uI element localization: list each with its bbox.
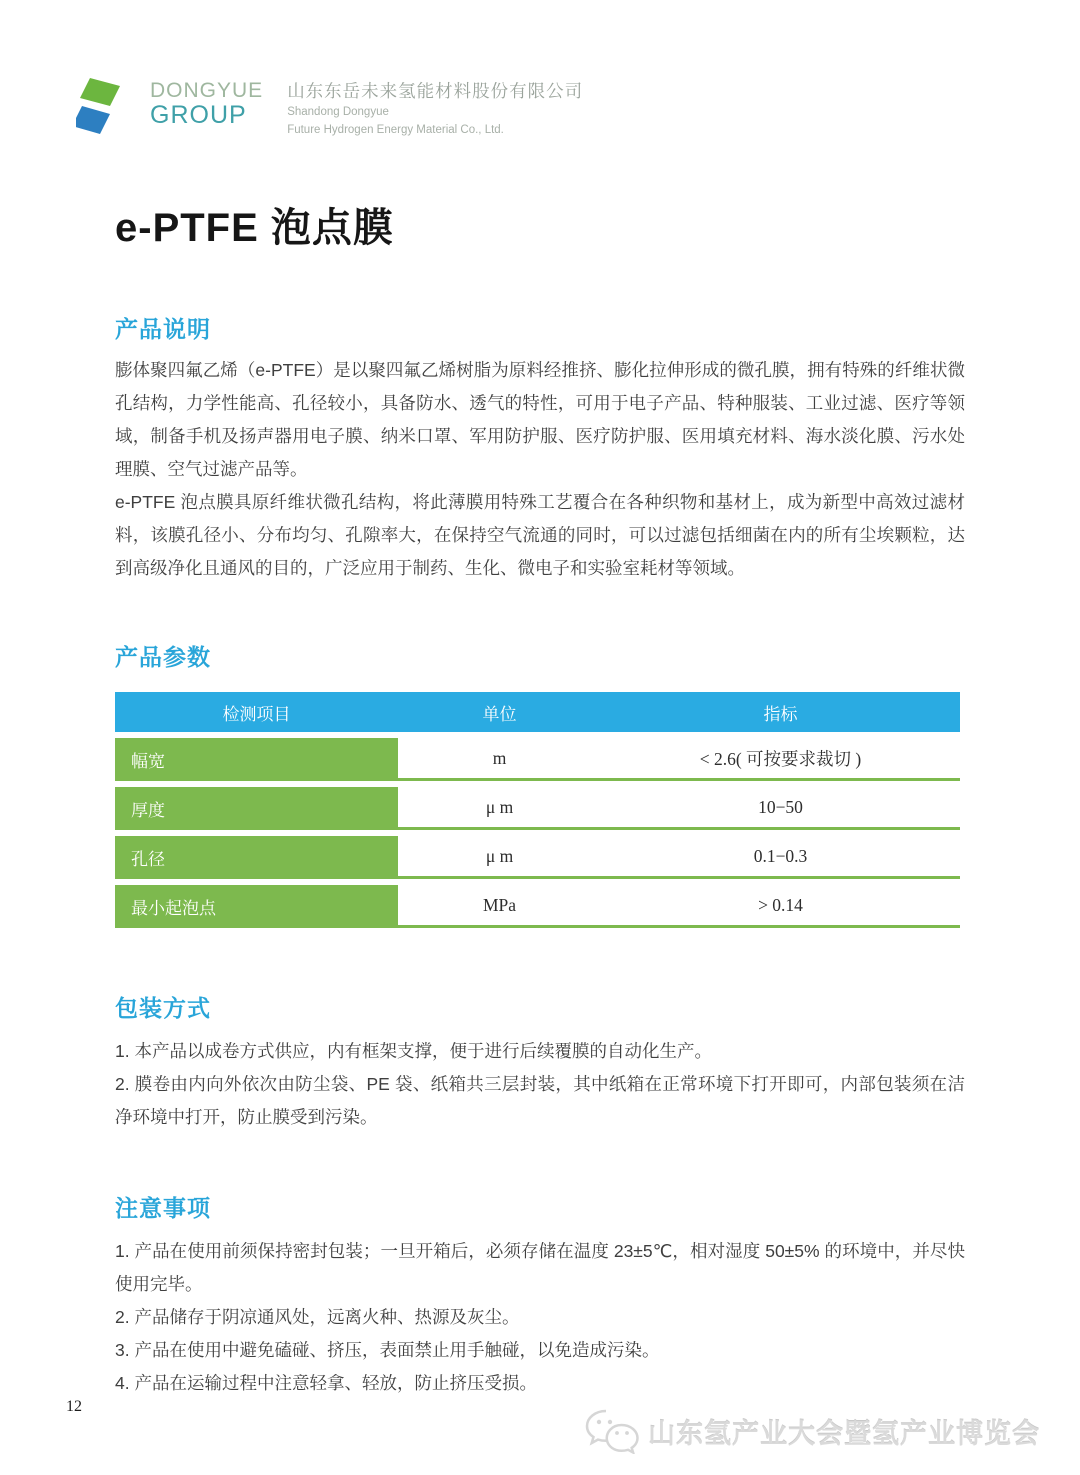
table-cell-spec: > 0.14 (758, 894, 803, 915)
product-description-paragraph-1: 膨体聚四氟乙烯（e-PTFE）是以聚四氟乙烯树脂为原料经推挤、膨化拉伸形成的微孔膜，拥有特殊的纤维状微孔结构，力学性能高、孔径较小，具备防水、透气的特性，可用于电子产品、特种服装、工业过滤、医疗等领域，制备手机及扬声器用电子膜、纳米口罩、军用防护服、医疗防护服、医用填充材料、海水淡化膜、污水处理膜、空气过滤产品等。 (115, 360, 965, 479)
table-cell-unit: m (492, 747, 507, 768)
table-row (115, 885, 960, 928)
table-cell-unit: μ m (485, 796, 514, 817)
dongyue-logo-wordmark (150, 80, 263, 128)
dongyue-logo-icon (76, 76, 134, 138)
table-row (115, 836, 960, 879)
table-cell-spec: < 2.6( 可按要求裁切 ) (699, 748, 862, 769)
page-number: 12 (66, 1398, 82, 1415)
company-name-english-line1: Shandong Dongyue (287, 106, 389, 118)
document-content (115, 196, 965, 1400)
product-description-paragraph-2: e-PTFE 泡点膜具原纤维状微孔结构，将此薄膜用特殊工艺覆合在各种织物和基材上，成为新型中高效过滤材料，该膜孔径小、分布均匀、孔隙率大，在保持空气流通的同时，可以过滤包括细菌在内的所有尘埃颗粒，达到高级净化且通风的目的，广泛应用于制药、生化、微电子和实验室耗材等领域。 (115, 492, 965, 578)
table-header-unit: 单位 (482, 704, 517, 724)
table-cell-item: 厚度 (115, 787, 398, 830)
company-name-chinese: 山东东岳未来氢能材料股份有限公司 (287, 81, 584, 101)
watermark-text: 山东氢产业大会暨氢产业博览会 (648, 1418, 1040, 1449)
table-cell-unit: μ m (485, 845, 514, 866)
packing-item-1: 1. 本产品以成卷方式供应，内有框架支撑，便于进行后续覆膜的自动化生产。 (115, 1041, 712, 1061)
page-title: e-PTFE 泡点膜 (115, 206, 394, 250)
table-cell-item: 孔径 (115, 836, 398, 879)
section-heading-product-parameters: 产品参数 (115, 644, 211, 670)
company-name-english-line2: Future Hydrogen Energy Material Co., Ltd. (287, 123, 504, 136)
table-header-spec: 指标 (763, 704, 798, 724)
table-row (115, 787, 960, 830)
table-cell-spec: 0.1−0.3 (753, 845, 808, 866)
section-heading-precautions: 注意事项 (115, 1195, 211, 1221)
section-heading-product-description: 产品说明 (115, 316, 211, 342)
precaution-item-1: 1. 产品在使用前须保持密封包装；一旦开箱后，必须存储在温度 23±5℃，相对湿度 50±5% 的环境中，并尽快使用完毕。 (115, 1241, 965, 1294)
logo-text-group: GROUP (150, 101, 247, 129)
precaution-item-3: 3. 产品在使用中避免磕碰、挤压，表面禁止用手触碰，以免造成污染。 (115, 1340, 660, 1360)
section-heading-packing-method: 包装方式 (115, 995, 211, 1021)
wechat-icon (584, 1408, 640, 1454)
table-cell-spec: 10−50 (758, 796, 803, 817)
table-row (115, 738, 960, 781)
precautions-list (115, 1235, 965, 1400)
parameters-table (115, 692, 960, 928)
table-cell-item: 最小起泡点 (115, 885, 398, 928)
precaution-item-4: 4. 产品在运输过程中注意轻拿、轻放，防止挤压受损。 (115, 1373, 537, 1393)
page-header (76, 76, 583, 138)
event-watermark (584, 1408, 1040, 1454)
table-cell-unit: MPa (482, 894, 517, 915)
table-cell-item: 幅宽 (115, 738, 398, 781)
parameters-table-header-row (115, 692, 960, 732)
packing-list (115, 1035, 965, 1134)
precaution-item-2: 2. 产品储存于阴凉通风处，远离火种、热源及灰尘。 (115, 1307, 520, 1327)
dongyue-logo-svg (76, 76, 134, 138)
table-header-test-item: 检测项目 (222, 704, 291, 724)
logo-text-dongyue: DONGYUE (150, 79, 264, 102)
company-name-block (287, 78, 583, 138)
packing-item-2: 2. 膜卷由内向外依次由防尘袋、PE 袋、纸箱共三层封装，其中纸箱在正常环境下打开即可，内部包装须在洁净环境中打开，防止膜受到污染。 (115, 1074, 965, 1127)
